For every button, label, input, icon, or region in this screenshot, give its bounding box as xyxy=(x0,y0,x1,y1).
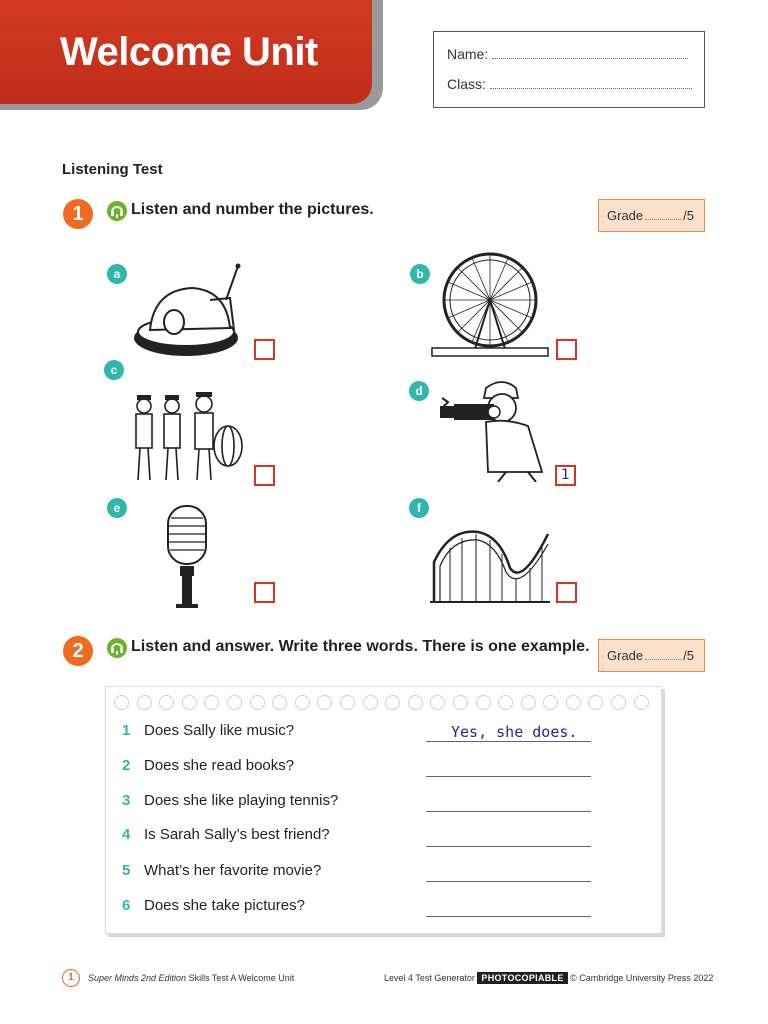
test-name: Skills Test A Welcome Unit xyxy=(188,973,295,983)
roller-coaster-icon xyxy=(430,522,550,606)
picture-letter-f: f xyxy=(409,498,429,518)
answer-box-b[interactable] xyxy=(556,339,577,360)
exercise-2-number: 2 xyxy=(63,636,93,666)
question-row xyxy=(122,897,305,921)
listen-icon xyxy=(107,638,127,658)
answer-box-d[interactable]: 1 xyxy=(555,465,576,486)
answer-line-6[interactable] xyxy=(426,916,591,917)
answer-box-c[interactable] xyxy=(254,465,275,486)
question-row xyxy=(122,792,338,816)
answer-line-1 xyxy=(426,741,591,742)
question-row xyxy=(122,862,321,886)
grade-total: /5 xyxy=(683,208,694,223)
name-class-box xyxy=(433,31,705,108)
footer-right xyxy=(384,973,713,983)
generator-label: Level 4 Test Generator xyxy=(384,973,475,983)
exercise-1-number: 1 xyxy=(63,199,93,229)
class-row xyxy=(447,76,692,92)
microphone-icon xyxy=(162,504,212,610)
question-card xyxy=(105,686,662,934)
question-number: 2 xyxy=(122,757,131,774)
question-text: Does she read books? xyxy=(144,757,295,774)
question-number: 1 xyxy=(122,722,131,739)
page-title: Welcome Unit xyxy=(60,30,318,74)
class-label: Class: xyxy=(447,76,486,92)
picture-letter-d: d xyxy=(409,381,429,401)
picture-letter-c: c xyxy=(104,360,124,380)
question-row xyxy=(122,722,294,746)
grade-label: Grade xyxy=(607,208,644,223)
picture-letter-a: a xyxy=(107,264,127,284)
question-text: Is Sarah Sally’s best friend? xyxy=(144,826,330,843)
question-number: 3 xyxy=(122,792,131,809)
picture-letter-b: b xyxy=(410,264,430,284)
name-field[interactable] xyxy=(492,48,688,59)
section-title: Listening Test xyxy=(62,161,163,178)
exercise-2-instruction: Listen and answer. Write three words. There is one example. xyxy=(131,638,590,655)
photographer-icon xyxy=(436,376,550,482)
question-text: Does Sally like music? xyxy=(144,722,295,739)
exercise-2-grade xyxy=(598,639,705,672)
title-banner xyxy=(0,0,372,104)
grade-total: /5 xyxy=(683,648,694,663)
photocopiable-badge: PHOTOCOPIABLE xyxy=(477,972,567,984)
answer-box-f[interactable] xyxy=(556,582,577,603)
name-label: Name: xyxy=(447,46,489,62)
listen-icon xyxy=(107,201,127,221)
exercise-1-instruction: Listen and number the pictures. xyxy=(131,201,374,218)
page-number: 1 xyxy=(62,969,80,987)
exercise-1-grade xyxy=(598,199,705,232)
name-row xyxy=(447,46,688,62)
question-text: What’s her favorite movie? xyxy=(144,862,322,879)
answer-box-e[interactable] xyxy=(254,582,275,603)
book-title: Super Minds 2nd Edition xyxy=(88,973,187,983)
class-field[interactable] xyxy=(490,78,692,89)
answer-line-4[interactable] xyxy=(426,846,591,847)
question-text: Does she like playing tennis? xyxy=(144,792,339,809)
binder-holes xyxy=(114,695,649,711)
question-row xyxy=(122,826,330,850)
question-number: 4 xyxy=(122,826,131,843)
footer-left xyxy=(88,973,294,983)
question-number: 6 xyxy=(122,897,131,914)
copyright: © Cambridge University Press 2022 xyxy=(570,973,714,983)
answer-line-3[interactable] xyxy=(426,811,591,812)
question-row xyxy=(122,757,294,781)
question-text: Does she take pictures? xyxy=(144,897,305,914)
grade-field[interactable] xyxy=(645,211,681,220)
example-answer: Yes, she does. xyxy=(451,723,578,741)
grade-field[interactable] xyxy=(645,651,681,660)
answer-box-a[interactable] xyxy=(254,339,275,360)
marching-band-icon xyxy=(128,390,248,482)
picture-letter-e: e xyxy=(107,498,127,518)
ferris-wheel-icon xyxy=(430,248,550,362)
answer-line-2[interactable] xyxy=(426,776,591,777)
question-number: 5 xyxy=(122,862,131,879)
bumper-car-icon xyxy=(130,260,248,360)
answer-line-5[interactable] xyxy=(426,881,591,882)
grade-label: Grade xyxy=(607,648,644,663)
